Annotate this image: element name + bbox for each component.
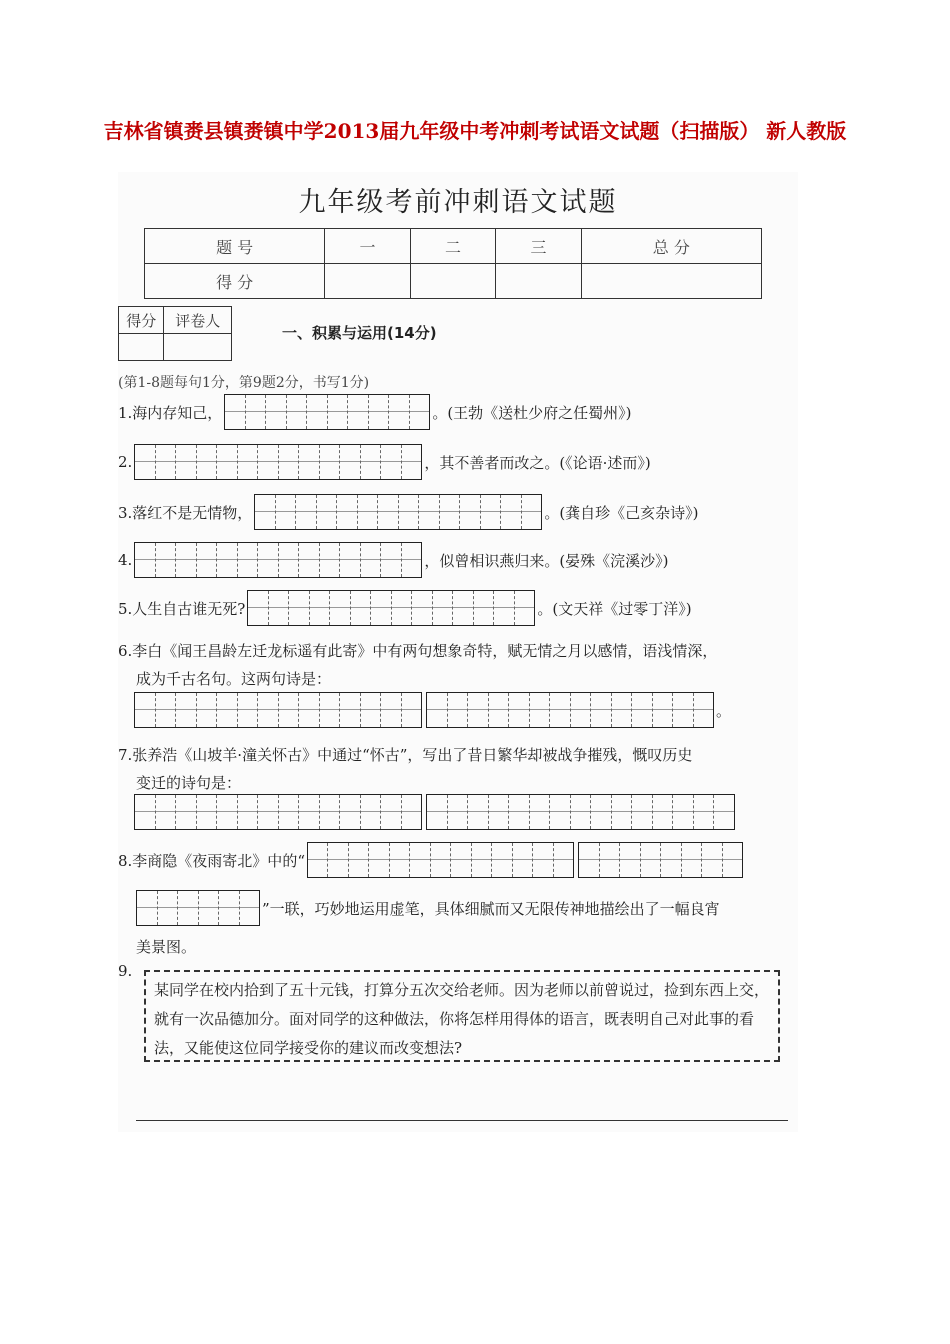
q2-suffix: ，其不善者而改之。(《论语·述而》) bbox=[424, 453, 651, 472]
score-header-question: 题 号 bbox=[145, 229, 325, 264]
answer-boxes[interactable] bbox=[134, 444, 422, 480]
grader-name-label: 评卷人 bbox=[164, 307, 232, 334]
question-8-line2 bbox=[134, 890, 720, 926]
period-mark: 。 bbox=[716, 701, 732, 720]
question-2 bbox=[118, 444, 651, 480]
question-6-answer bbox=[132, 692, 731, 728]
score-cell bbox=[410, 264, 495, 299]
q1-suffix: 。(王勃《送杜少府之任蜀州》) bbox=[432, 403, 632, 422]
score-cell bbox=[581, 264, 761, 299]
question-3 bbox=[118, 494, 699, 530]
question-7-line1: 7.张养浩《山坡羊·潼关怀古》中通过“怀古”，写出了昔日繁华却被战争摧残，慨叹历史 bbox=[118, 746, 693, 764]
section-heading: 一、积累与运用(14分) bbox=[282, 324, 437, 342]
question-1 bbox=[118, 394, 632, 430]
score-header-total: 总 分 bbox=[581, 229, 761, 264]
q8-prefix: 8.李商隐《夜雨寄北》中的“ bbox=[118, 851, 305, 870]
answer-boxes[interactable] bbox=[254, 494, 542, 530]
question-5 bbox=[118, 590, 692, 626]
question-7-line2: 变迁的诗句是： bbox=[136, 774, 242, 792]
question-8-line3: 美景图。 bbox=[136, 938, 197, 956]
grader-cell bbox=[164, 334, 232, 361]
score-table bbox=[144, 228, 762, 299]
answer-boxes[interactable] bbox=[136, 890, 260, 926]
question-9-number: 9. bbox=[118, 962, 133, 980]
q3-prefix: 3.落红不是无情物， bbox=[118, 503, 253, 522]
q5-suffix: 。(文天祥《过零丁洋》) bbox=[537, 599, 692, 618]
q4-suffix: ，似曾相识燕归来。(晏殊《浣溪沙》) bbox=[424, 551, 669, 570]
question-9-prompt: 某同学在校内拾到了五十元钱，打算分五次交给老师。因为老师以前曾说过，捡到东西上交，就有一次品德加分。面对同学的这种做法，你将怎样用得体的语言，既表明自己对此事的看法，又能使这位同学接受你的建议而改变想法? bbox=[144, 970, 780, 1062]
document-title: 吉林省镇赉县镇赉镇中学2013届九年级中考冲刺考试语文试题（扫描版） 新人教版 bbox=[103, 119, 847, 143]
q2-prefix: 2. bbox=[118, 453, 133, 471]
question-8 bbox=[118, 842, 745, 878]
q4-prefix: 4. bbox=[118, 551, 133, 569]
score-row-label: 得 分 bbox=[145, 264, 325, 299]
answer-boxes[interactable] bbox=[134, 794, 422, 830]
scoring-note: (第1-8题每句1分，第9题2分，书写1分) bbox=[118, 375, 370, 391]
q8-continuation: ”一联，巧妙地运用虚笔，具体细腻而又无限传神地描绘出了一幅良宵 bbox=[262, 899, 720, 918]
question-7-answer bbox=[132, 794, 737, 830]
grader-table bbox=[118, 306, 232, 361]
answer-boxes[interactable] bbox=[134, 542, 422, 578]
answer-boxes[interactable] bbox=[426, 794, 735, 830]
question-4 bbox=[118, 542, 669, 578]
score-header-2: 二 bbox=[410, 229, 495, 264]
answer-line[interactable] bbox=[136, 1120, 788, 1121]
scanned-exam-page bbox=[118, 172, 798, 1132]
answer-boxes[interactable] bbox=[247, 590, 535, 626]
exam-title: 九年级考前冲刺语文试题 bbox=[298, 187, 618, 218]
answer-boxes[interactable] bbox=[578, 842, 743, 878]
question-6-line1: 6.李白《闻王昌龄左迁龙标遥有此寄》中有两句想象奇特，赋无情之月以感情，语浅情深， bbox=[118, 642, 718, 660]
q5-prefix: 5.人生自古谁无死? bbox=[118, 599, 246, 618]
answer-boxes[interactable] bbox=[307, 842, 575, 878]
grader-cell bbox=[119, 334, 164, 361]
answer-boxes[interactable] bbox=[134, 692, 422, 728]
grader-score-label: 得分 bbox=[119, 307, 164, 334]
score-header-3: 三 bbox=[496, 229, 581, 264]
score-cell bbox=[496, 264, 581, 299]
score-header-1: 一 bbox=[325, 229, 410, 264]
q3-suffix: 。(龚自珍《己亥杂诗》) bbox=[544, 503, 699, 522]
score-cell bbox=[325, 264, 410, 299]
answer-boxes[interactable] bbox=[426, 692, 714, 728]
q1-prefix: 1.海内存知己， bbox=[118, 403, 223, 422]
question-6-line2: 成为千古名句。这两句诗是： bbox=[136, 670, 332, 688]
answer-boxes[interactable] bbox=[224, 394, 430, 430]
